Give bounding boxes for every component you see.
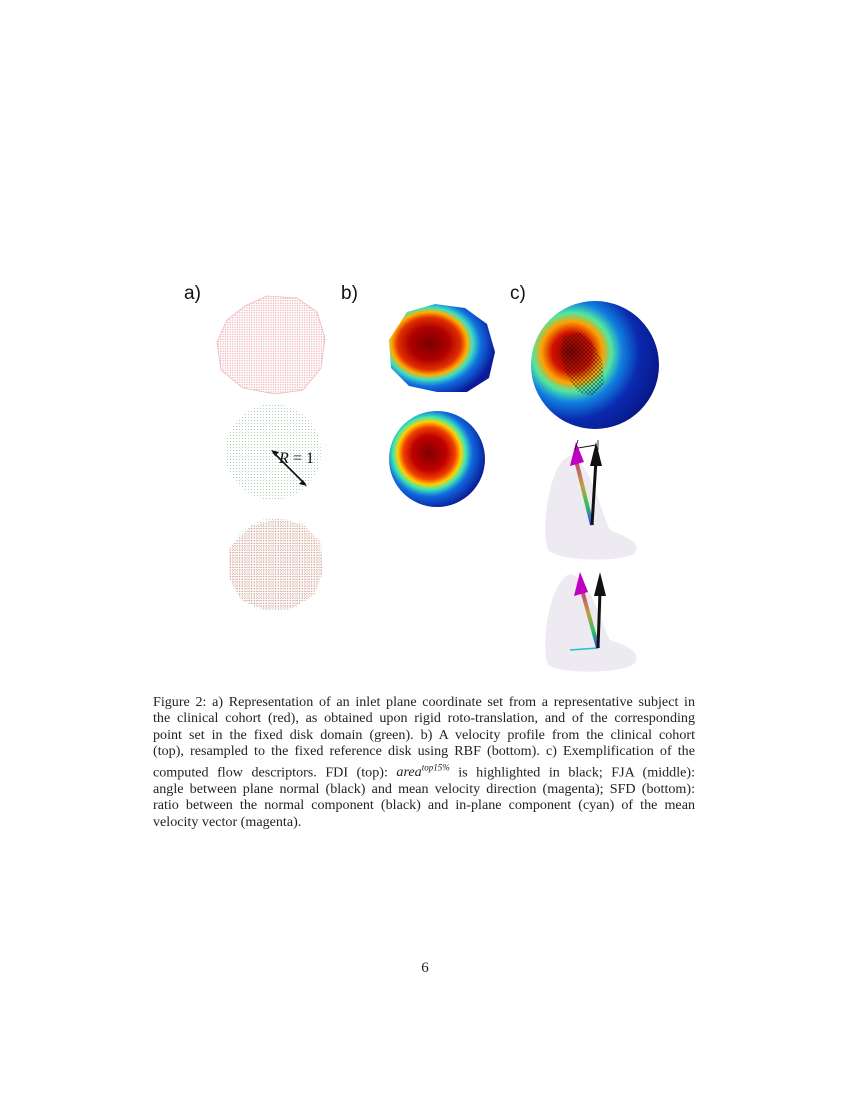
- svg-text:= 1: = 1: [293, 450, 315, 467]
- fdi-disk: [531, 301, 659, 429]
- fja-vectors: [545, 440, 636, 560]
- figure-caption: [153, 694, 695, 830]
- panel-label-a: a): [184, 283, 201, 304]
- panel-b-velocity-profiles: [385, 300, 500, 515]
- caption-line: ratio between the normal component (black) and in-plane component (cyan) of the mean: [153, 797, 695, 814]
- fixed-disk-point-set: [225, 404, 321, 500]
- caption-line: point set in the fixed disk domain (green). b) A velocity profile from the clinical cohort: [153, 726, 695, 743]
- panel-a-point-clouds: [205, 290, 345, 620]
- clinical-inlet-point-cloud: [217, 296, 325, 394]
- clinical-velocity-profile: [389, 304, 495, 392]
- panel-label-c: c): [510, 283, 526, 304]
- sfd-vectors: [545, 572, 636, 672]
- resampled-velocity-profile: [389, 411, 485, 507]
- radius-annotation: R: [279, 450, 289, 467]
- caption-line: (top), resampled to the fixed reference disk using RBF (bottom). c) Exemplification of the: [153, 743, 695, 760]
- caption-line: angle between plane normal (black) and mean velocity direction (magenta); SFD (bottom):: [153, 780, 695, 797]
- normal-arrow-icon: [594, 572, 606, 596]
- caption-line: Figure 2: a) Representation of an inlet plane coordinate set from a representative subject in: [153, 694, 695, 710]
- caption-line: computed flow descriptors. FDI (top): area$^{top15\%}$ is highlighted in black; FJA (middle):: [153, 762, 695, 781]
- panel-label-b: b): [341, 283, 358, 304]
- overlay-point-sets: [228, 518, 323, 612]
- caption-line: the clinical cohort (red), as obtained upon rigid roto-translation, and of the corresponding: [153, 710, 695, 727]
- angle-marker: [578, 445, 596, 448]
- mean-velocity-arrow-icon: [570, 442, 584, 466]
- caption-line: velocity vector (magenta).: [153, 813, 302, 830]
- panel-c-flow-descriptors: [530, 300, 670, 680]
- page-number: 6: [421, 960, 429, 976]
